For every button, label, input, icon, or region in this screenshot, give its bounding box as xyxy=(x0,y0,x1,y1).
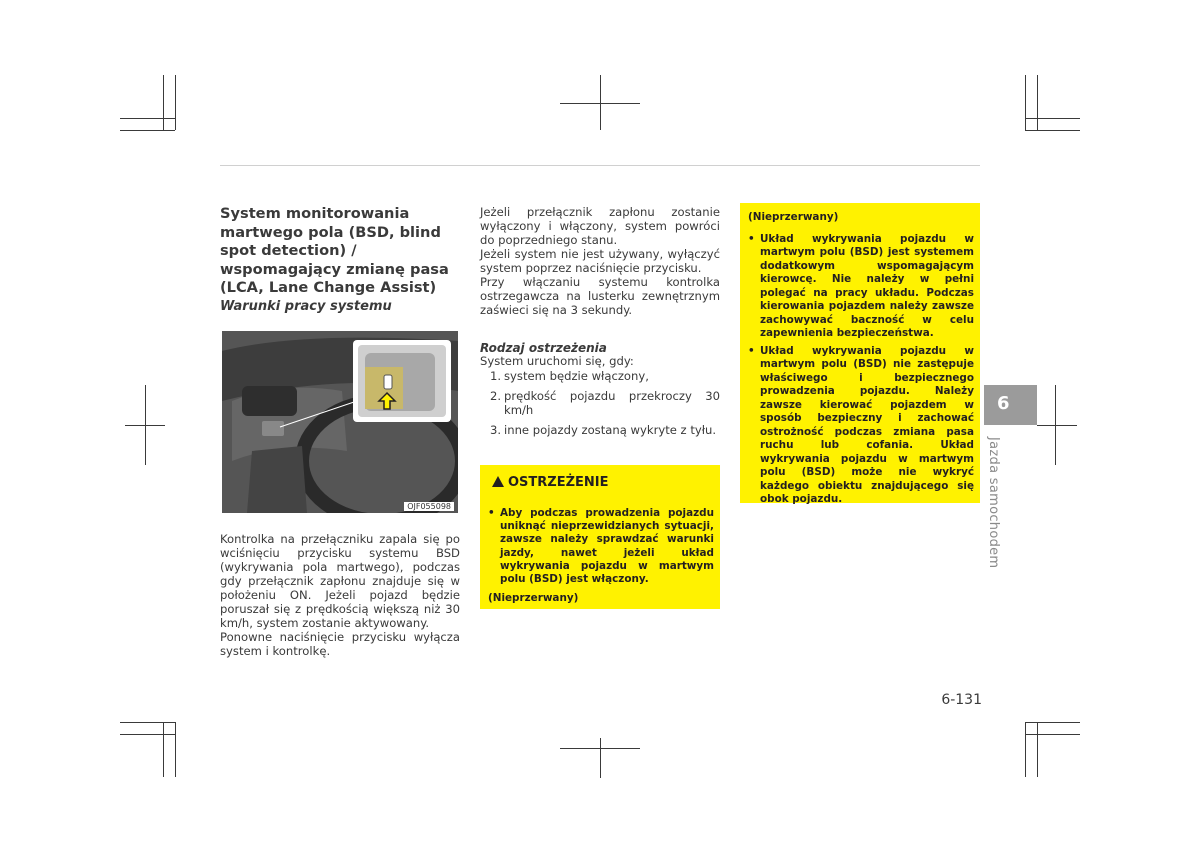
dashboard-illustration xyxy=(222,331,458,513)
dashboard-photo xyxy=(222,331,458,513)
warning-continued-body xyxy=(748,211,974,511)
conditions-block xyxy=(480,354,720,443)
list-item: 1. system będzie włączony, xyxy=(490,369,649,383)
warning-triangle-icon xyxy=(492,476,504,487)
header-rule xyxy=(220,165,980,166)
warning-body xyxy=(488,507,714,605)
warning-item: • Układ wykrywania pojazdu w martwym polu (BSD) jest systemem dodatkowym wspomagającym kierowcę. Nie należy w pełni polegać na pracy układu. Podczas kierowania pojazdem należy zawsze zachowywać baczność w celu zapewnienia bezpieczeństwa. xyxy=(748,233,974,341)
warning-continued: (Nieprzerwany) xyxy=(488,592,579,605)
conditions-list xyxy=(480,369,720,437)
paragraph: Jeżeli przełącznik zapłonu zostanie wyłączony i włączony, system powróci do poprzedniego stanu. xyxy=(480,205,720,247)
column1-text xyxy=(220,532,460,658)
warning-item: • Aby podczas prowadzenia pojazdu uniknąć nieprzewidzianych sytuacji, zawsze należy sprawdzać warunki jazdy, nawet jeżeli układ wykrywania pojazdu w martwym polu (BSD) jest włączony. xyxy=(488,507,714,586)
column2-text xyxy=(480,205,720,317)
chapter-title: Jazda samochodem xyxy=(986,437,1001,569)
paragraph: Jeżeli system nie jest używany, wyłączyć system poprzez naciśnięcie przycisku. xyxy=(480,247,720,275)
section-subtitle: Warunki pracy systemu xyxy=(220,298,392,314)
chapter-tab xyxy=(984,385,1037,425)
paragraph: Przy włączaniu systemu kontrolka ostrzegawcza na lusterku zewnętrznym zaświeci się na 3 sekundy. xyxy=(480,275,720,317)
paragraph: Ponowne naciśnięcie przycisku wyłącza system i kontrolkę. xyxy=(220,630,460,658)
warning-item: • Układ wykrywania pojazdu w martwym polu (BSD) nie zastępuje właściwego i bezpiecznego prowadzenia pojazdu. Należy zawsze kierować pojazdem w sposób bezpieczny i zachować ostrożność podczas zmiana pasa ruchu lub cofania. Układ wykrywania pojazdu w martwym polu (BSD) może nie wykryć każdego obiektu znajdującego się obok pojazdu. xyxy=(748,345,974,507)
page-number: 6-131 xyxy=(941,692,982,708)
section-heading xyxy=(220,205,460,316)
paragraph: Kontrolka na przełączniku zapala się po wciśnięciu przycisku systemu BSD (wykrywania pola martwego), podczas gdy przełącznik zapłonu znajduje się w położeniu ON. Jeżeli pojazd będzie poruszał się z prędkością większą niż 30 km/h, system zostanie aktywowany. xyxy=(220,532,460,630)
image-code: OJF055098 xyxy=(404,502,454,511)
list-item: 3. inne pojazdy zostaną wykryte z tyłu. xyxy=(490,423,717,437)
list-item: 2. prędkość pojazdu przekroczy 30 km/h xyxy=(490,389,720,417)
section-title: System monitorowania martwego pola (BSD, blind spot detection) / wspomagający zmianę pasa (LCA, Lane Change Assist) xyxy=(220,205,449,296)
warning-box-continued xyxy=(740,203,980,503)
chapter-number: 6 xyxy=(997,393,1010,414)
subheading-warning-type: Rodzaj ostrzeżenia xyxy=(480,341,607,355)
warning-title: OSTRZEŻENIE xyxy=(492,475,609,490)
conditions-intro: System uruchomi się, gdy: xyxy=(480,354,634,368)
continued-header: (Nieprzerwany) xyxy=(748,211,839,223)
warning-box xyxy=(480,465,720,609)
